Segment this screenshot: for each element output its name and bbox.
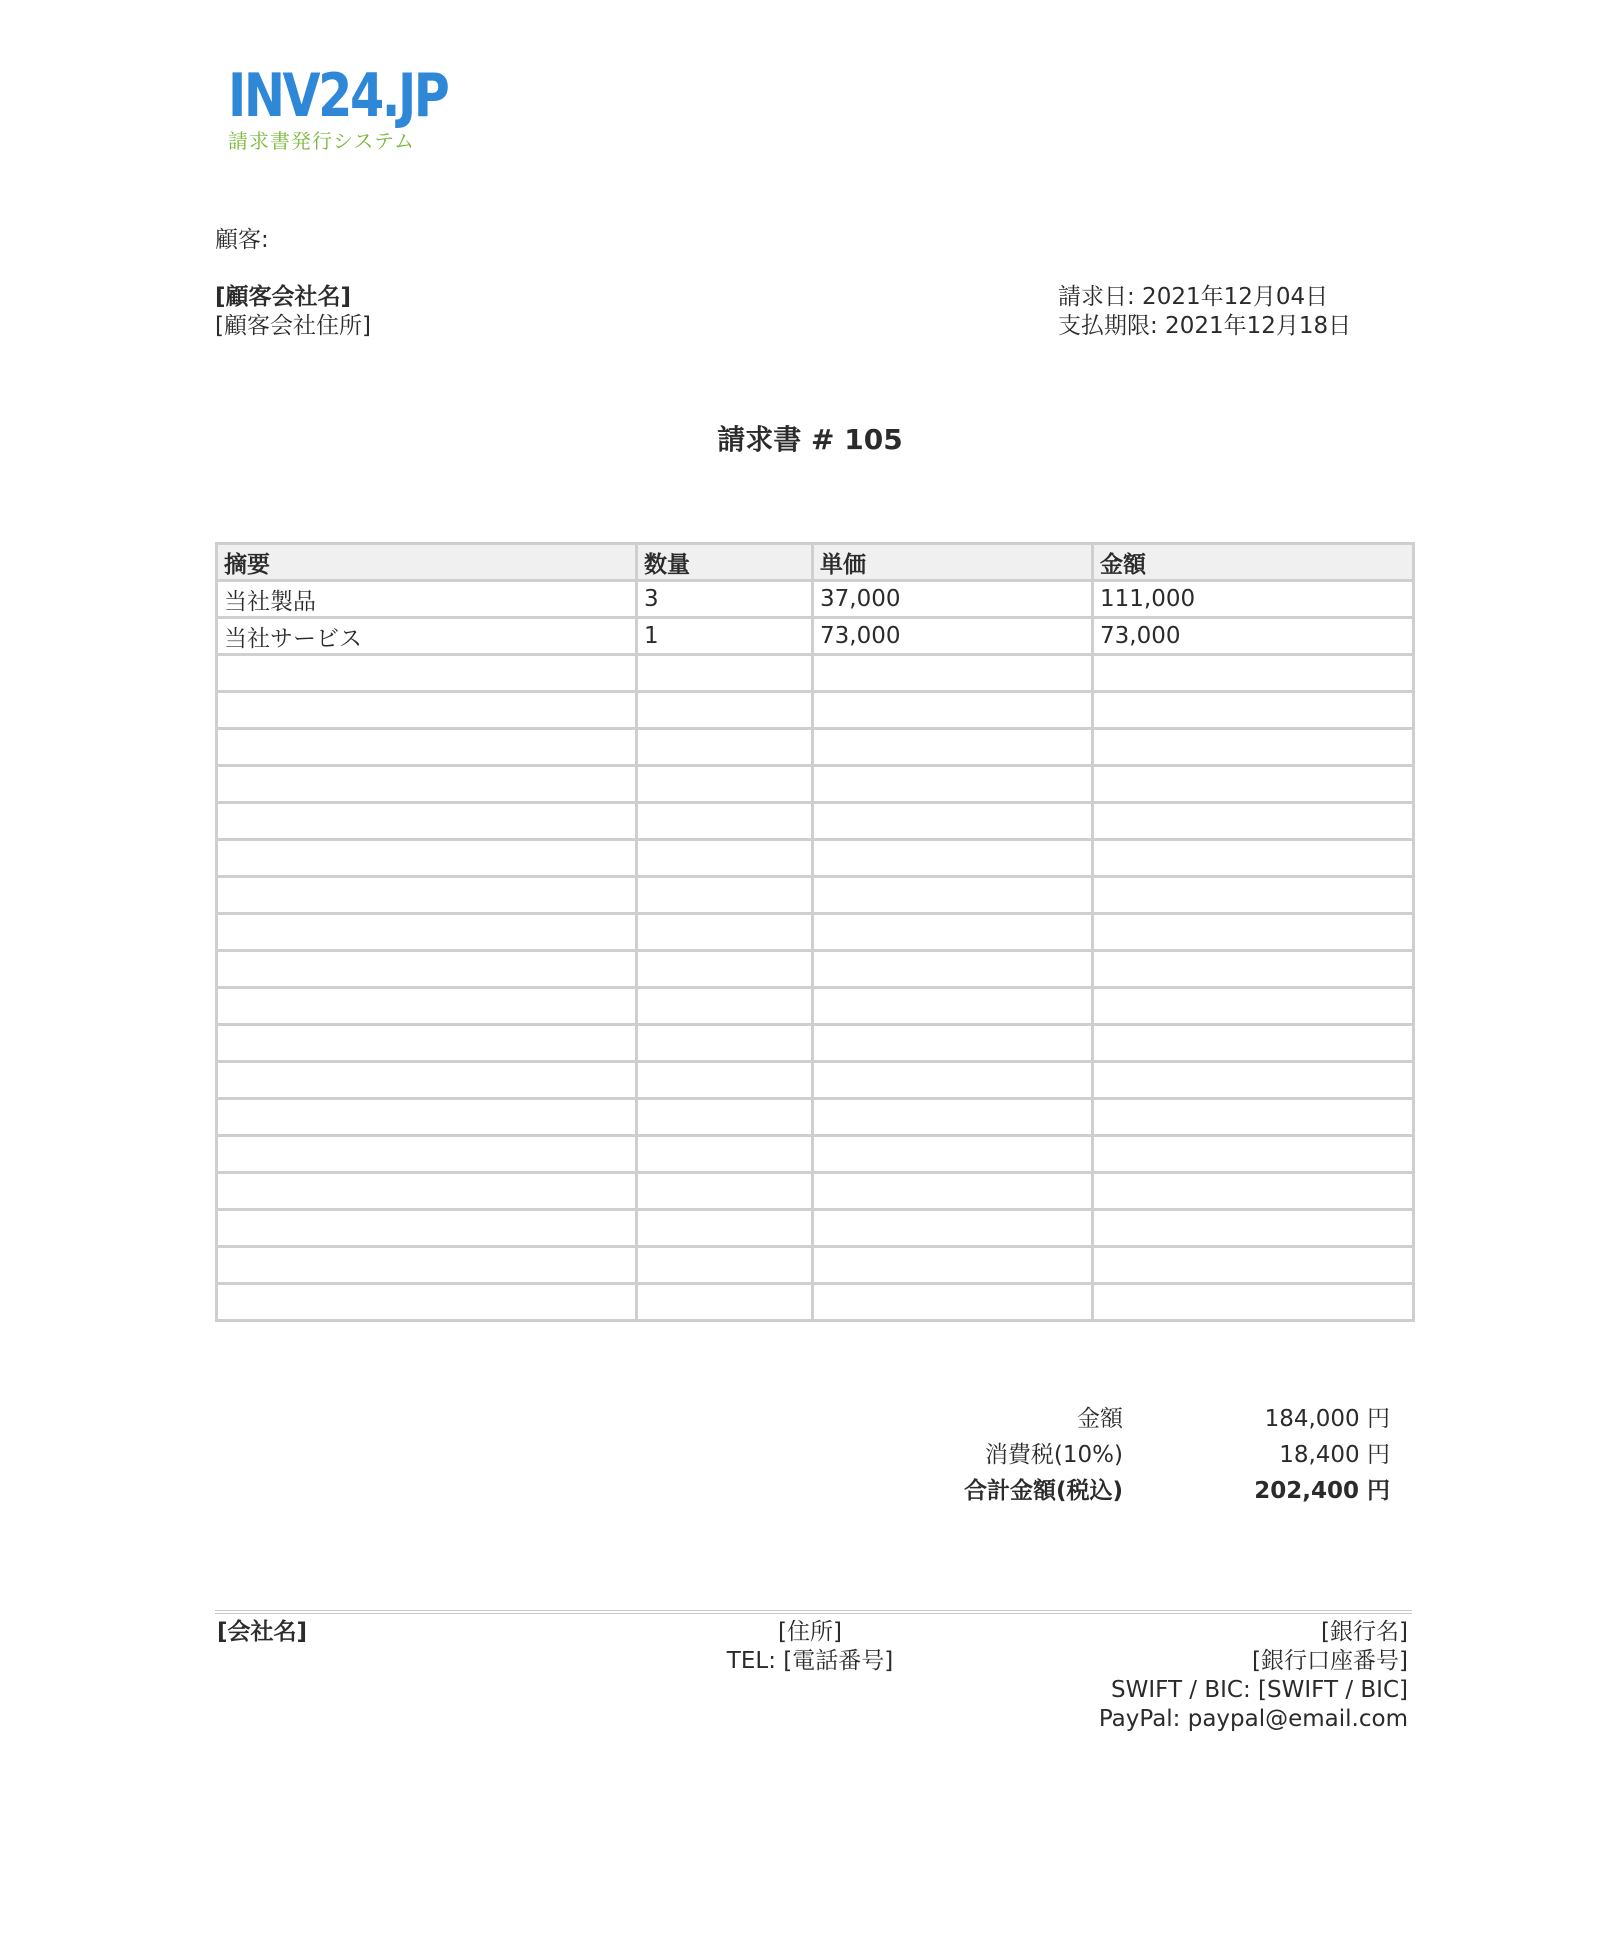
footer-tel: TEL: [電話番号] — [726, 1648, 894, 1674]
invoice-date: 請求日: 2021年12月04日 — [1058, 284, 1329, 310]
header-unit-price: 単価 — [813, 544, 1093, 581]
cell-description — [217, 840, 637, 877]
footer-address: [住所] — [778, 1619, 842, 1645]
cell-unit-price — [813, 951, 1093, 988]
invoice-title: 請求書 # 105 — [717, 423, 903, 456]
tax-label: 消費税(10%) — [984, 1442, 1123, 1468]
header-quantity: 数量 — [637, 544, 813, 581]
table-row — [217, 766, 1414, 803]
cell-unit-price — [813, 877, 1093, 914]
cell-quantity — [637, 1025, 813, 1062]
cell-unit-price — [813, 1210, 1093, 1247]
cell-description: 当社製品 — [217, 581, 637, 618]
cell-quantity — [637, 1173, 813, 1210]
cell-unit-price — [813, 1062, 1093, 1099]
cell-description — [217, 1136, 637, 1173]
cell-amount — [1093, 1284, 1414, 1321]
table-row — [217, 729, 1414, 766]
logo — [228, 61, 448, 153]
cell-unit-price — [813, 655, 1093, 692]
cell-amount — [1093, 988, 1414, 1025]
table-row — [217, 877, 1414, 914]
table-row — [217, 1136, 1414, 1173]
cell-description — [217, 803, 637, 840]
table-row — [217, 840, 1414, 877]
due-date: 支払期限: 2021年12月18日 — [1058, 313, 1352, 339]
cell-amount — [1093, 766, 1414, 803]
cell-description — [217, 1284, 637, 1321]
subtotal-value: 184,000 円 — [1264, 1406, 1390, 1432]
cell-description — [217, 1173, 637, 1210]
cell-amount — [1093, 1136, 1414, 1173]
footer-swift: SWIFT / BIC: [SWIFT / BIC] — [1111, 1677, 1408, 1703]
table-row — [217, 1025, 1414, 1062]
cell-amount — [1093, 1062, 1414, 1099]
cell-amount — [1093, 951, 1414, 988]
cell-description — [217, 766, 637, 803]
total-value: 202,400 円 — [1254, 1478, 1390, 1504]
cell-quantity — [637, 914, 813, 951]
customer-company-address: [顧客会社住所] — [215, 313, 371, 339]
table-row — [217, 655, 1414, 692]
cell-amount — [1093, 729, 1414, 766]
line-items-table — [215, 542, 1415, 1322]
cell-amount — [1093, 692, 1414, 729]
cell-description — [217, 1062, 637, 1099]
table-row — [217, 1247, 1414, 1284]
cell-quantity — [637, 951, 813, 988]
table-row — [217, 1062, 1414, 1099]
cell-unit-price — [813, 1136, 1093, 1173]
table-header-row — [217, 544, 1414, 581]
cell-description — [217, 1247, 637, 1284]
cell-description — [217, 877, 637, 914]
table-row — [217, 803, 1414, 840]
cell-quantity — [637, 1062, 813, 1099]
footer-bank — [1099, 1618, 1408, 1734]
header-description: 摘要 — [217, 544, 637, 581]
cell-amount — [1093, 914, 1414, 951]
footer-company-name: [会社名] — [217, 1619, 308, 1645]
cell-description — [217, 692, 637, 729]
cell-quantity: 3 — [637, 581, 813, 618]
cell-unit-price — [813, 1284, 1093, 1321]
cell-quantity: 1 — [637, 618, 813, 655]
cell-amount — [1093, 1210, 1414, 1247]
logo-wordmark: INV24.JP — [228, 61, 448, 131]
cell-unit-price — [813, 692, 1093, 729]
cell-description — [217, 951, 637, 988]
cell-unit-price — [813, 1247, 1093, 1284]
footer-paypal: PayPal: paypal@email.com — [1098, 1706, 1408, 1732]
footer-company — [217, 1618, 307, 1647]
cell-description — [217, 655, 637, 692]
cell-quantity — [637, 803, 813, 840]
cell-description — [217, 1210, 637, 1247]
logo-tagline: 請求書発行システム — [228, 129, 415, 153]
footer-bank-account: [銀行口座番号] — [1252, 1648, 1408, 1674]
cell-quantity — [637, 692, 813, 729]
cell-unit-price: 73,000 — [813, 618, 1093, 655]
cell-unit-price — [813, 988, 1093, 1025]
table-row — [217, 988, 1414, 1025]
cell-amount — [1093, 1173, 1414, 1210]
customer-company-name: [顧客会社名] — [215, 284, 352, 310]
cell-unit-price — [813, 803, 1093, 840]
cell-unit-price — [813, 840, 1093, 877]
cell-unit-price — [813, 914, 1093, 951]
table-row — [217, 1173, 1414, 1210]
footer-divider — [215, 1610, 1412, 1614]
cell-amount: 111,000 — [1093, 581, 1414, 618]
cell-unit-price — [813, 729, 1093, 766]
cell-description — [217, 729, 637, 766]
cell-quantity — [637, 1247, 813, 1284]
table-row — [217, 618, 1414, 655]
cell-amount — [1093, 1247, 1414, 1284]
cell-description — [217, 914, 637, 951]
cell-quantity — [637, 729, 813, 766]
total-label: 合計金額(税込) — [963, 1478, 1123, 1504]
cell-description — [217, 988, 637, 1025]
table-row — [217, 1284, 1414, 1321]
cell-amount — [1093, 1025, 1414, 1062]
cell-amount — [1093, 655, 1414, 692]
cell-quantity — [637, 1284, 813, 1321]
table-row — [217, 914, 1414, 951]
cell-quantity — [637, 1210, 813, 1247]
cell-quantity — [637, 840, 813, 877]
cell-quantity — [637, 1099, 813, 1136]
table-row — [217, 692, 1414, 729]
tax-value: 18,400 円 — [1279, 1442, 1390, 1468]
table-row — [217, 951, 1414, 988]
cell-amount — [1093, 840, 1414, 877]
table-row — [217, 581, 1414, 618]
table-row — [217, 1099, 1414, 1136]
cell-unit-price — [813, 1025, 1093, 1062]
cell-quantity — [637, 766, 813, 803]
cell-unit-price — [813, 766, 1093, 803]
footer-contact — [640, 1618, 980, 1676]
subtotal-label: 金額 — [1077, 1406, 1123, 1432]
cell-description: 当社サービス — [217, 618, 637, 655]
cell-quantity — [637, 655, 813, 692]
cell-unit-price — [813, 1173, 1093, 1210]
cell-description — [217, 1099, 637, 1136]
cell-unit-price: 37,000 — [813, 581, 1093, 618]
table-body — [217, 581, 1414, 1321]
customer-label: 顧客: — [215, 227, 269, 253]
cell-description — [217, 1025, 637, 1062]
cell-quantity — [637, 1136, 813, 1173]
cell-quantity — [637, 988, 813, 1025]
cell-amount — [1093, 803, 1414, 840]
cell-amount — [1093, 877, 1414, 914]
cell-quantity — [637, 877, 813, 914]
cell-amount — [1093, 1099, 1414, 1136]
footer-bank-name: [銀行名] — [1321, 1619, 1408, 1645]
header-amount: 金額 — [1093, 544, 1414, 581]
cell-unit-price — [813, 1099, 1093, 1136]
cell-amount: 73,000 — [1093, 618, 1414, 655]
table-row — [217, 1210, 1414, 1247]
